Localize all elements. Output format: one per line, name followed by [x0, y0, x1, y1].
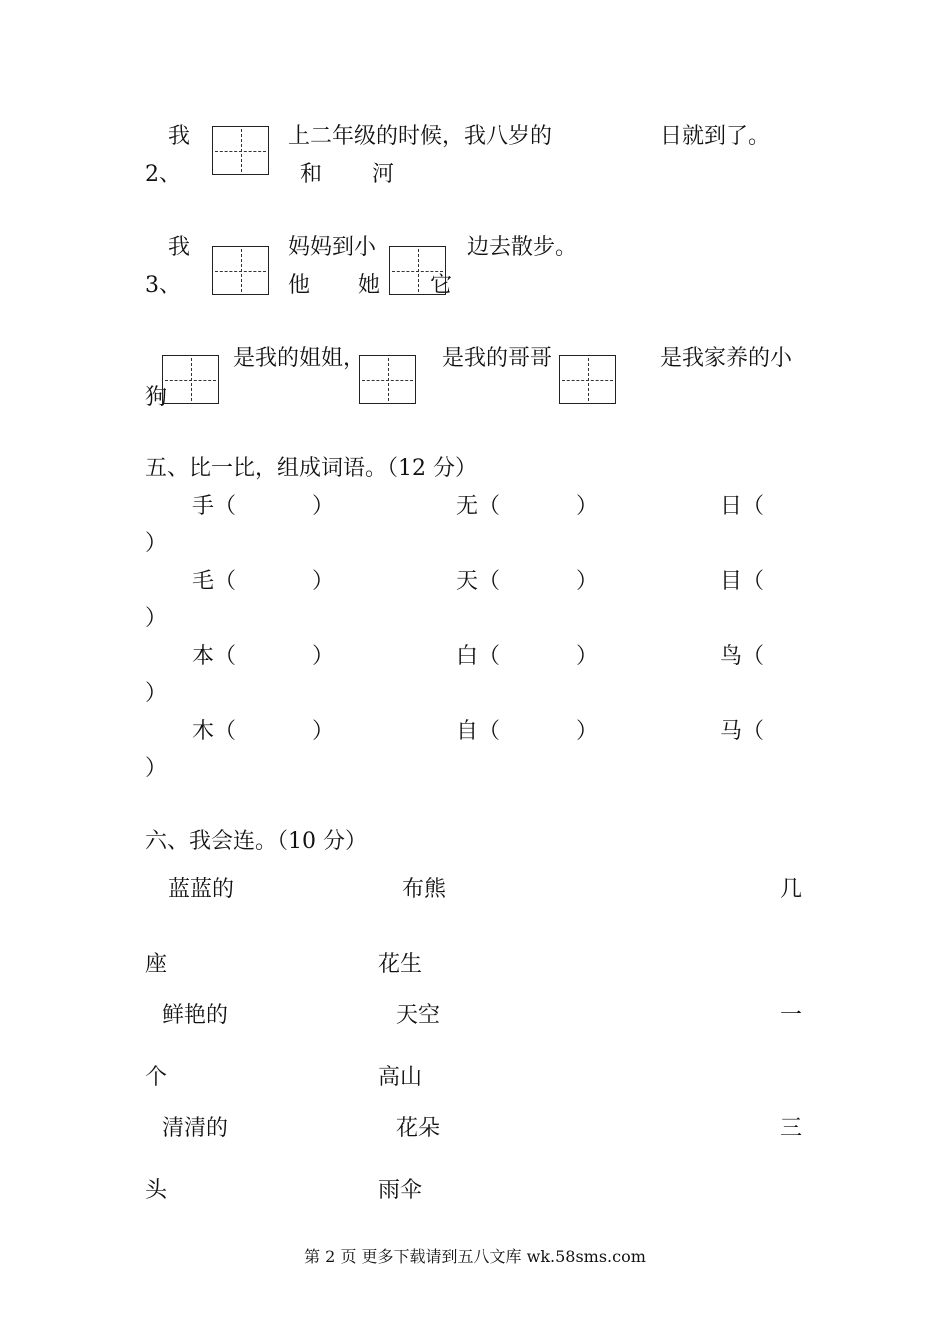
q2-wo: 我	[168, 235, 191, 260]
s6-r3-right[interactable]: 三	[780, 1116, 803, 1141]
s6-r2-mid[interactable]: 天空	[396, 1003, 441, 1028]
s5-r1-c2-open: 无（	[456, 494, 501, 519]
s6-r1-right[interactable]: 几	[780, 877, 803, 902]
q2-choice-he2: 河	[372, 162, 395, 187]
s6-r2-left[interactable]: 鲜艳的	[162, 1003, 229, 1028]
s5-r2-c2-open: 天（	[456, 569, 501, 594]
s5-r4-c3-open: 马（	[720, 719, 765, 744]
section5-heading: 五、比一比，组成词语。（12 分）	[145, 456, 477, 481]
s5-r2-c2-close: ）	[576, 569, 599, 594]
s5-r1-c1-close: ）	[312, 494, 335, 519]
s5-r2-c1-close: ）	[312, 569, 335, 594]
s5-r3-c1-close: ）	[312, 644, 335, 669]
s5-r3-c2-close: ）	[576, 644, 599, 669]
s5-r1-c3-close: ）	[145, 531, 168, 556]
q2-answer-box-1[interactable]	[212, 246, 269, 295]
q3-choice-ta-it: 它	[430, 273, 453, 298]
q2-text-a: 妈妈到小	[288, 235, 377, 260]
q2-number: 2、	[145, 162, 181, 187]
q3-answer-box-3[interactable]	[559, 355, 616, 404]
q3-choice-ta-she: 她	[358, 273, 381, 298]
q1-answer-box[interactable]	[212, 126, 269, 175]
s5-r2-c1-open: 毛（	[192, 569, 237, 594]
s5-r2-c3-open: 目（	[720, 569, 765, 594]
s6-r2-mid2[interactable]: 高山	[378, 1065, 423, 1090]
page-footer: 第 2 页 更多下载请到五八文库 wk.58sms.com	[304, 1247, 646, 1266]
s6-r3-wrap[interactable]: 头	[145, 1178, 168, 1203]
s5-r4-c2-open: 自（	[456, 719, 501, 744]
s6-r3-left[interactable]: 清清的	[162, 1116, 229, 1141]
s5-r1-c1-open: 手（	[192, 494, 237, 519]
s5-r3-c2-open: 白（	[456, 644, 501, 669]
q3-answer-box-1[interactable]	[162, 355, 219, 404]
s6-r3-mid[interactable]: 花朵	[396, 1116, 441, 1141]
q3-seg-1: 是我的姐姐，	[233, 346, 366, 371]
s5-r4-c1-close: ）	[312, 719, 335, 744]
q3-choice-ta-he: 他	[288, 273, 311, 298]
q1-text-a: 上二年级的时候，我八岁的	[288, 124, 553, 149]
q3-seg-3: 是我家养的小	[660, 346, 793, 371]
q1-wo: 我	[168, 124, 191, 149]
s5-r1-c2-close: ）	[576, 494, 599, 519]
s5-r3-c3-open: 鸟（	[720, 644, 765, 669]
s5-r4-c1-open: 木（	[192, 719, 237, 744]
s6-r1-mid2[interactable]: 花生	[378, 952, 423, 977]
q3-number: 3、	[145, 273, 181, 298]
s6-r2-wrap[interactable]: 个	[145, 1065, 168, 1090]
q3-wrap-char: 狗	[145, 385, 168, 410]
s6-r1-left[interactable]: 蓝蓝的	[168, 877, 235, 902]
s6-r3-mid2[interactable]: 雨伞	[378, 1178, 423, 1203]
s5-r3-c1-open: 本（	[192, 644, 237, 669]
s5-r3-c3-close: ）	[145, 681, 168, 706]
section6-heading: 六、我会连。（10 分）	[145, 829, 367, 854]
s6-r1-wrap[interactable]: 座	[145, 952, 168, 977]
q2-text-b: 边去散步。	[467, 235, 578, 260]
s5-r2-c3-close: ）	[145, 606, 168, 631]
q2-choice-he1: 和	[300, 162, 323, 187]
s5-r4-c3-close: ）	[145, 756, 168, 781]
s6-r1-mid[interactable]: 布熊	[402, 877, 447, 902]
s6-r2-right[interactable]: 一	[780, 1003, 803, 1028]
q3-answer-box-2[interactable]	[359, 355, 416, 404]
q1-text-b: 日就到了。	[660, 124, 771, 149]
q3-seg-2: 是我的哥哥	[442, 346, 553, 371]
s5-r1-c3-open: 日（	[720, 494, 765, 519]
s5-r4-c2-close: ）	[576, 719, 599, 744]
